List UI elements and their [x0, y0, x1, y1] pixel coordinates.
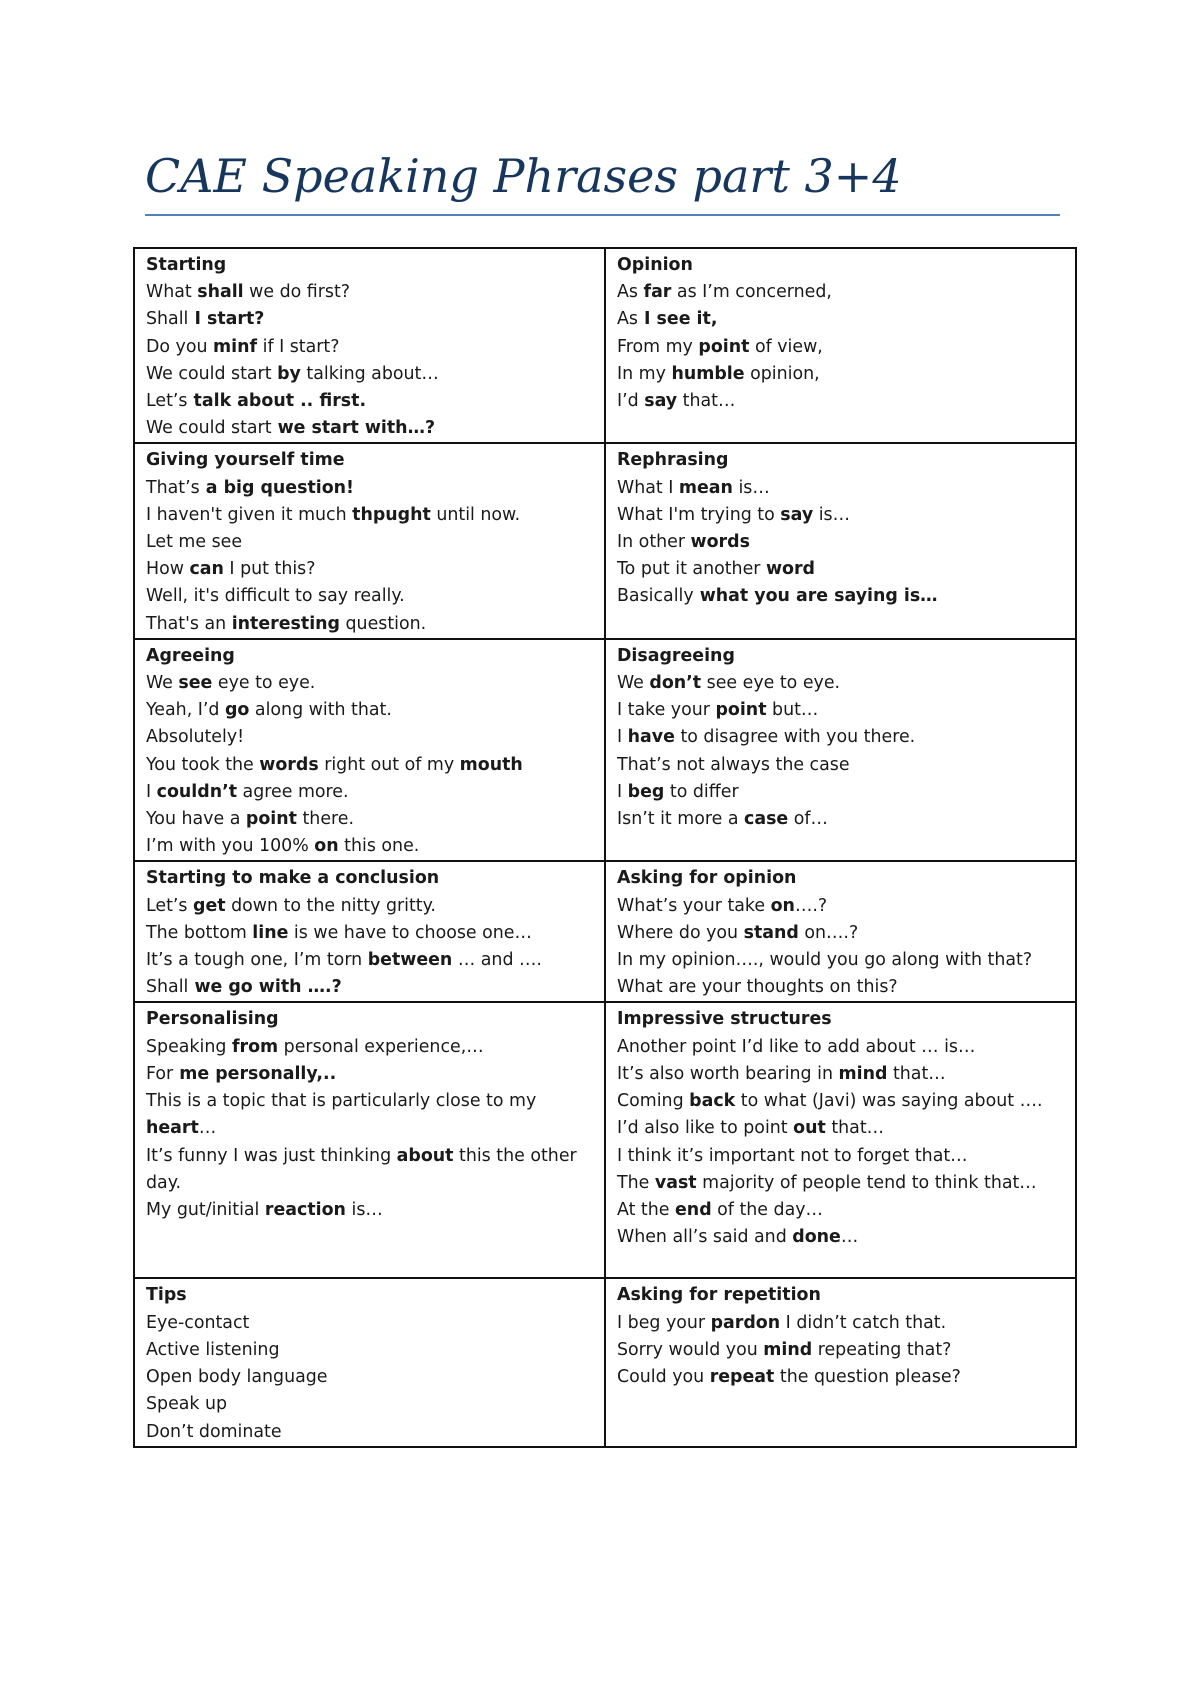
phrase-text: I’m with you 100% [146, 836, 315, 857]
phrase-keyword: a big question! [199, 477, 354, 498]
phrase-keyword: between [367, 950, 453, 971]
phrase-line [146, 529, 595, 556]
phrase-text: Where do you [617, 922, 744, 943]
phrase-text: Well, it's difficult to say really. [146, 586, 405, 607]
phrase-line [617, 752, 1066, 779]
phrase-line [146, 611, 595, 638]
phrase-keyword: minf [213, 336, 258, 357]
phrase-text: You took the [146, 754, 260, 775]
phrase-text: that… [825, 1118, 885, 1139]
page-title: CAE Speaking Phrases part 3+4 [145, 149, 902, 203]
phrase-keyword: vast [654, 1172, 697, 1193]
phrase-text: I haven't given it much [146, 504, 353, 525]
phrase-line [617, 1088, 1066, 1115]
phrase-line [146, 1419, 595, 1446]
phrase-text: Let me see [146, 532, 243, 553]
cell-asking-for-opinion [605, 861, 1076, 1002]
phrase-line [617, 475, 1066, 502]
phrase-line [617, 1364, 1066, 1391]
phrase-text: In other [617, 532, 691, 553]
phrase-line [146, 415, 595, 442]
phrase-keyword: out [793, 1118, 826, 1139]
phrase-text: I think it’s important not to forget that… [617, 1145, 968, 1166]
phrase-text: At the [617, 1199, 676, 1220]
phrase-line [617, 1170, 1066, 1197]
phrase-keyword: I start? [188, 309, 265, 330]
section-heading: Disagreeing [617, 645, 735, 666]
phrase-text: Eye-contact [146, 1312, 250, 1333]
phrase-text: this the other [453, 1145, 577, 1166]
phrase-text: Coming [617, 1091, 690, 1112]
phrase-line [146, 779, 595, 806]
phrase-line [146, 974, 595, 1001]
phrase-line [146, 1034, 595, 1061]
phrase-line [617, 361, 1066, 388]
phrase-keyword: interesting [231, 613, 340, 634]
phrase-text: In my [617, 363, 672, 384]
phrase-keyword: beg [627, 781, 665, 802]
section-heading: Tips [146, 1285, 187, 1306]
phrase-keyword: line [252, 922, 289, 943]
phrase-keyword: say [780, 504, 814, 525]
phrase-text: We could start [146, 363, 278, 384]
phrase-keyword: me personally,.. [173, 1063, 337, 1084]
table-row [134, 639, 1076, 862]
phrase-line [146, 583, 595, 610]
phrase-text: Sorry would you [617, 1339, 764, 1360]
phrase-text: Let’s [146, 895, 194, 916]
phrase-text: Open body language [146, 1367, 328, 1388]
phrase-text: To put it another [617, 559, 766, 580]
phrase-keyword: get [193, 895, 226, 916]
phrase-line [617, 1034, 1066, 1061]
phrase-text: When all’s said and [617, 1227, 793, 1248]
phrase-text: … [840, 1227, 859, 1248]
phrase-keyword: end [675, 1199, 712, 1220]
phrase-line [617, 279, 1066, 306]
phrase-keyword: from [231, 1036, 279, 1057]
phrase-text: It’s also worth bearing in [617, 1063, 839, 1084]
phrase-line [146, 670, 595, 697]
phrase-keyword: reaction [264, 1199, 346, 1220]
phrase-keyword: back [689, 1091, 736, 1112]
phrase-keyword: about [396, 1145, 454, 1166]
phrase-text: repeating that? [812, 1339, 952, 1360]
cell-asking-for-repetition [605, 1278, 1076, 1446]
phrase-line [146, 806, 595, 833]
section-heading: Impressive structures [617, 1009, 832, 1030]
phrase-line [617, 779, 1066, 806]
phrase-text: I’d [617, 391, 645, 412]
phrase-keyword: by [277, 363, 301, 384]
phrase-line [146, 1115, 595, 1142]
phrase-keyword: case [744, 809, 789, 830]
phrase-line [146, 1310, 595, 1337]
phrase-line [146, 1170, 595, 1197]
phrase-text: question. [339, 613, 427, 634]
phrase-text: What’s your take [617, 895, 771, 916]
phrase-text: if I start? [257, 336, 340, 357]
phrase-keyword: far [643, 282, 672, 303]
cell-starting [134, 248, 605, 443]
phrase-text: is… [732, 477, 770, 498]
phrase-text: to differ [664, 781, 739, 802]
phrase-line [146, 388, 595, 415]
phrase-line [146, 920, 595, 947]
table-row [134, 1278, 1076, 1446]
phrase-line [617, 529, 1066, 556]
phrase-text: is… [345, 1199, 383, 1220]
phrase-line [146, 1391, 595, 1418]
phrase-text: this one. [338, 836, 420, 857]
phrase-text: I’d also like to point [617, 1118, 794, 1139]
cell-opinion [605, 248, 1076, 443]
cell-starting-to-make-a-conclusion [134, 861, 605, 1002]
phrase-text: Isn’t it more a [617, 809, 745, 830]
phrase-text: We could start [146, 418, 272, 439]
phrase-line [617, 670, 1066, 697]
phrase-text: My gut/initial [146, 1199, 265, 1220]
phrase-keyword: we start with…? [271, 418, 436, 439]
title-underline [145, 214, 1060, 216]
cell-disagreeing [605, 639, 1076, 862]
phrase-line [617, 583, 1066, 610]
phrase-text: down to the nitty gritty. [225, 895, 436, 916]
phrase-text: Absolutely! [146, 727, 245, 748]
phrase-keyword: words [690, 532, 750, 553]
phrase-keyword: can [189, 559, 224, 580]
phrase-text: That's an [146, 613, 232, 634]
phrase-keyword: point [715, 700, 767, 721]
phrase-keyword: on [770, 895, 795, 916]
phrase-keyword: heart [146, 1118, 199, 1139]
phrase-text: Basically [617, 586, 694, 607]
section-heading: Rephrasing [617, 450, 729, 471]
phrase-text: … and …. [452, 950, 542, 971]
phrase-line [617, 1337, 1066, 1364]
phrase-keyword: see [178, 673, 213, 694]
phrase-line [617, 334, 1066, 361]
phrase-text: In my opinion…., would you go along with that? [617, 950, 1033, 971]
phrase-line [617, 1143, 1066, 1170]
section-heading: Asking for opinion [617, 868, 797, 889]
phrase-line [617, 697, 1066, 724]
phrase-line [617, 806, 1066, 833]
phrase-text: until now. [430, 504, 521, 525]
phrase-text: Shall [146, 977, 189, 998]
cell-rephrasing [605, 443, 1076, 638]
phrase-line [146, 893, 595, 920]
phrase-keyword: go [224, 700, 250, 721]
phrase-keyword: mouth [459, 754, 523, 775]
phrase-keyword: stand [743, 922, 799, 943]
phrase-text: What I [617, 477, 679, 498]
phrase-line [146, 697, 595, 724]
phrase-text: We [146, 673, 179, 694]
phrase-line [146, 502, 595, 529]
cell-impressive-structures [605, 1002, 1076, 1278]
phrase-line [617, 502, 1066, 529]
phrase-line [146, 306, 595, 333]
phrase-keyword: pardon [710, 1312, 781, 1333]
table-row [134, 861, 1076, 1002]
phrase-text: the question please? [774, 1367, 961, 1388]
phrase-line [146, 752, 595, 779]
phrase-text: The bottom [146, 922, 253, 943]
phrase-text: there. [296, 809, 355, 830]
phrase-line [146, 1197, 595, 1224]
phrase-text: to what (Javi) was saying about …. [735, 1091, 1043, 1112]
phrase-text: opinion, [744, 363, 820, 384]
phrase-text: right out of my [318, 754, 460, 775]
table-row [134, 1002, 1076, 1278]
phrase-text: How [146, 559, 190, 580]
phrase-keyword: what you are saying is… [693, 586, 938, 607]
phrase-line [146, 279, 595, 306]
phrase-text: This is a topic that is particularly close to my [146, 1091, 537, 1112]
cell-personalising [134, 1002, 605, 1278]
section-heading: Starting to make a conclusion [146, 868, 440, 889]
phrase-text: I take your [617, 700, 716, 721]
phrase-text: Another point I’d like to add about … is… [617, 1036, 976, 1057]
phrase-keyword: humble [671, 363, 745, 384]
phrase-line [617, 306, 1066, 333]
phrase-text: see eye to eye. [701, 673, 841, 694]
phrase-keyword: on [314, 836, 339, 857]
phrase-line [617, 388, 1066, 415]
phrase-text: Speaking [146, 1036, 232, 1057]
section-heading: Asking for repetition [617, 1285, 821, 1306]
phrase-keyword: say [644, 391, 678, 412]
phrase-text: I [617, 781, 628, 802]
phrase-text: that… [887, 1063, 946, 1084]
phrase-line [617, 974, 1066, 1001]
phrase-keyword: talk about .. first. [187, 391, 367, 412]
phrase-text: Could you [617, 1367, 710, 1388]
phrase-text: ….? [794, 895, 828, 916]
phrase-text: That’s not always the case [617, 754, 850, 775]
section-heading: Opinion [617, 255, 693, 275]
phrase-line [146, 334, 595, 361]
phrase-text: For [146, 1063, 174, 1084]
phrase-text: of… [788, 809, 828, 830]
phrase-line [617, 1115, 1066, 1142]
phrase-text: on….? [798, 922, 859, 943]
phrase-keyword: point [245, 809, 297, 830]
phrase-keyword: don’t [649, 673, 702, 694]
phrase-text: talking about… [300, 363, 439, 384]
cell-tips [134, 1278, 605, 1446]
cell-giving-yourself-time [134, 443, 605, 638]
phrase-text: Shall [146, 309, 189, 330]
phrase-keyword: I see it, [637, 309, 718, 330]
phrase-text: agree more. [237, 781, 349, 802]
cell-agreeing [134, 639, 605, 862]
phrase-text: but… [766, 700, 819, 721]
phrase-text: Active listening [146, 1339, 280, 1360]
phrase-text: You have a [146, 809, 246, 830]
phrase-text: Do you [146, 336, 214, 357]
phrase-text: of the day… [711, 1199, 823, 1220]
phrase-line [146, 1364, 595, 1391]
phrase-text: personal experience,… [278, 1036, 484, 1057]
phrase-keyword: words [259, 754, 319, 775]
table-row [134, 443, 1076, 638]
phrases-table [133, 247, 1077, 1448]
phrase-text: of view, [749, 336, 823, 357]
phrase-line [146, 1088, 595, 1115]
phrase-text: is we have to choose one… [288, 922, 532, 943]
phrase-text: as I’m concerned, [671, 282, 832, 303]
phrase-keyword: couldn’t [156, 781, 238, 802]
phrase-text: majority of people tend to think that… [696, 1172, 1037, 1193]
phrase-line [617, 556, 1066, 583]
phrase-text: What [146, 282, 198, 303]
phrase-line [146, 947, 595, 974]
phrase-keyword: mind [763, 1339, 813, 1360]
phrase-line [146, 724, 595, 751]
phrase-keyword: mean [678, 477, 733, 498]
phrase-keyword: shall [197, 282, 244, 303]
phrase-text: is… [813, 504, 850, 525]
phrase-line [146, 556, 595, 583]
phrase-text: What I'm trying to [617, 504, 781, 525]
section-heading: Starting [146, 255, 227, 275]
phrase-text: I put this? [223, 559, 316, 580]
table-row [134, 248, 1076, 443]
phrase-line [617, 1061, 1066, 1088]
phrase-text: It’s funny I was just thinking [146, 1145, 397, 1166]
phrase-line [146, 1143, 595, 1170]
phrase-text: Let’s [146, 391, 188, 412]
section-heading: Agreeing [146, 645, 235, 666]
phrase-text: I beg your [617, 1312, 711, 1333]
phrase-text: eye to eye. [212, 673, 316, 694]
section-heading: Personalising [146, 1009, 279, 1030]
phrase-line [617, 1197, 1066, 1224]
phrase-keyword: we go with ….? [188, 977, 342, 998]
phrase-keyword: done [792, 1227, 841, 1248]
phrase-line [146, 833, 595, 860]
phrase-line [146, 475, 595, 502]
phrase-text: That’s [146, 477, 200, 498]
phrase-text: along with that. [249, 700, 392, 721]
phrase-text: to disagree with you there. [674, 727, 916, 748]
phrase-text: Speak up [146, 1394, 228, 1415]
phrase-text: It’s a tough one, I’m torn [146, 950, 368, 971]
phrase-line [146, 1061, 595, 1088]
phrase-text: We [617, 673, 650, 694]
phrase-text: Don’t dominate [146, 1421, 282, 1442]
phrase-text: day. [146, 1172, 182, 1193]
phrase-keyword: mind [838, 1063, 888, 1084]
phrase-keyword: word [765, 559, 816, 580]
phrase-line [617, 947, 1066, 974]
section-heading: Giving yourself time [146, 450, 345, 471]
phrase-keyword: thpught [352, 504, 431, 525]
phrase-text: I didn’t catch that. [780, 1312, 947, 1333]
phrase-line [617, 724, 1066, 751]
phrase-text: From my [617, 336, 699, 357]
phrase-text: we do first? [243, 282, 351, 303]
phrase-keyword: point [698, 336, 750, 357]
phrase-line [617, 1224, 1066, 1251]
phrase-line [617, 893, 1066, 920]
phrase-text: I [617, 727, 628, 748]
phrase-line [146, 1337, 595, 1364]
phrase-text: The [617, 1172, 655, 1193]
phrase-text: What are your thoughts on this? [617, 977, 898, 998]
phrase-text: … [198, 1118, 217, 1139]
phrase-text: I [146, 781, 157, 802]
phrase-line [617, 1310, 1066, 1337]
phrase-line [146, 361, 595, 388]
phrase-text: As [617, 309, 638, 330]
phrase-line [617, 920, 1066, 947]
phrase-text: that… [677, 391, 736, 412]
phrase-text: As [617, 282, 644, 303]
phrase-text: Yeah, I’d [146, 700, 225, 721]
phrase-keyword: repeat [709, 1367, 775, 1388]
phrase-keyword: have [627, 727, 675, 748]
